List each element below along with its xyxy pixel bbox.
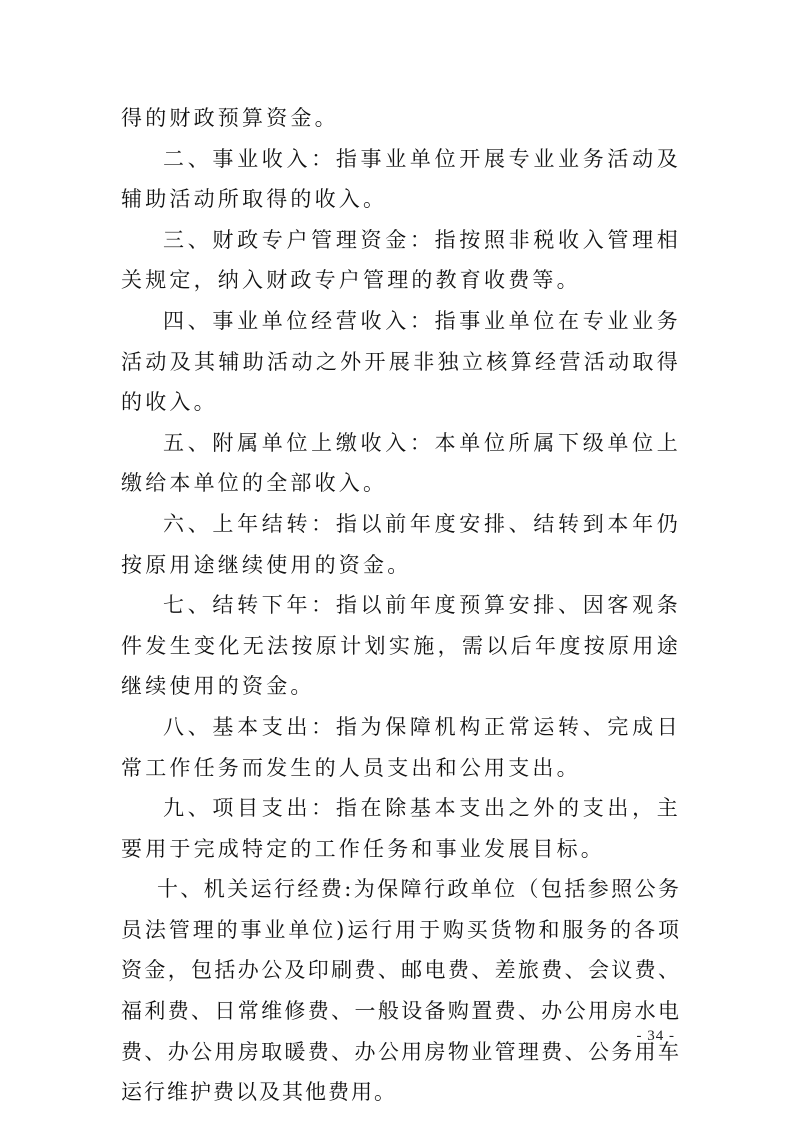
paragraph-subsidiary-income: 五、附属单位上缴收入：本单位所属下级单位上缴给本单位的全部收入。 (121, 430, 681, 496)
paragraph-business-income: 二、事业收入：指事业单位开展专业业务活动及辅助活动所取得的收入。 (121, 146, 681, 212)
paragraph-special-account-funds: 三、财政专户管理资金：指按照非税收入管理相关规定，纳入财政专户管理的教育收费等。 (121, 227, 681, 293)
paragraph-basic-expenditure: 八、基本支出：指为保障机构正常运转、完成日常工作任务而发生的人员支出和公用支出。 (121, 714, 681, 780)
body-text (121, 98, 681, 1113)
paragraph-operating-income: 四、事业单位经营收入：指事业单位在专业业务活动及其辅助活动之外开展非独立核算经营活动取得的收入。 (121, 308, 681, 415)
paragraph-next-year-carryover: 七、结转下年：指以前年度预算安排、因客观条件发生变化无法按原计划实施，需以后年度按原用途继续使用的资金。 (121, 593, 681, 699)
paragraph-operating-expenses: 十、机关运行经费:为保障行政单位（包括参照公务员法管理的事业单位)运行用于购买货物和服务的各项资金，包括办公及印刷费、邮电费、差旅费、会议费、福利费、日常维修费、一般设备购置费、办公用房水电费、办公用房取暖费、办公用房物业管理费、公务用车运行维护费以及其他费用。 (121, 877, 681, 1105)
paragraph-continuation: 得的财政预算资金。 (121, 106, 339, 130)
page-number: - 34 - (636, 1028, 675, 1044)
paragraph-project-expenditure: 九、项目支出：指在除基本支出之外的支出，主要用于完成特定的工作任务和事业发展目标。 (121, 796, 681, 861)
paragraph-prior-year-carryover: 六、上年结转：指以前年度安排、结转到本年仍按原用途继续使用的资金。 (121, 511, 681, 577)
